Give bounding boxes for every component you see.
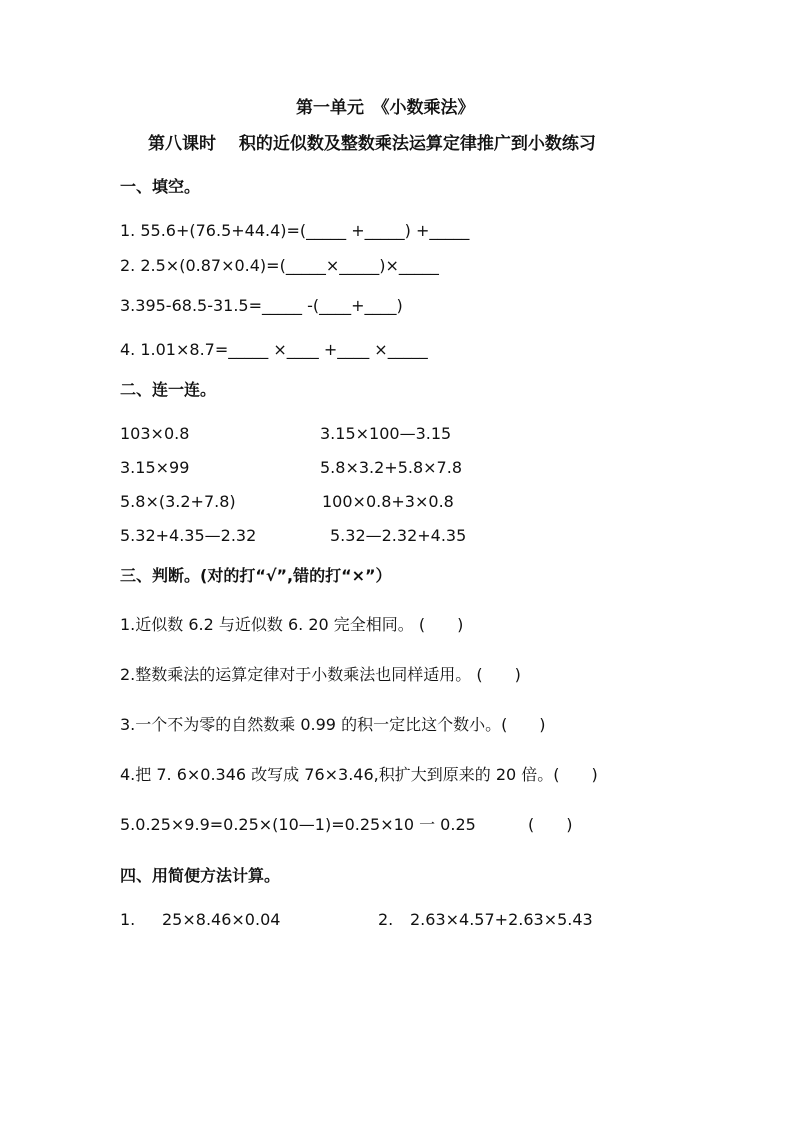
problem-2-expression: 2.63×4.57+2.63×5.43 xyxy=(410,910,593,929)
judge-item-2: 2.整数乘法的运算定律对于小数乘法也同样适用。 ( ) xyxy=(120,665,521,684)
problem-1-number: 1. xyxy=(120,910,136,929)
lesson-title: 第八课时 积的近似数及整数乘法运算定律推广到小数练习 xyxy=(148,134,596,154)
match-right-4: 5.32—2.32+4.35 xyxy=(330,526,467,545)
match-right-3: 100×0.8+3×0.8 xyxy=(322,492,454,511)
judge-item-5-bracket: ( ) xyxy=(528,815,573,834)
fill-blank-item-4: 4. 1.01×8.7=_____ ×____ +____ ×_____ xyxy=(120,340,428,359)
match-right-1: 3.15×100—3.15 xyxy=(320,424,452,443)
problem-1-expression: 25×8.46×0.04 xyxy=(162,910,281,929)
match-left-4: 5.32+4.35—2.32 xyxy=(120,526,257,545)
match-left-3: 5.8×(3.2+7.8) xyxy=(120,492,236,511)
section-heading-calculate: 四、用简便方法计算。 xyxy=(120,866,281,885)
judge-item-1: 1.近似数 6.2 与近似数 6. 20 完全相同。 ( ) xyxy=(120,615,464,634)
fill-blank-item-3: 3.395-68.5-31.5=_____ -(____+____) xyxy=(120,296,403,315)
judge-item-5: 5.0.25×9.9=0.25×(10—1)=0.25×10 一 0.25 xyxy=(120,815,476,834)
section-heading-fill-blank: 一、填空。 xyxy=(120,177,201,196)
judge-item-3: 3.一个不为零的自然数乘 0.99 的积一定比这个数小。( ) xyxy=(120,715,546,734)
judge-item-4: 4.把 7. 6×0.346 改写成 76×3.46,积扩大到原来的 20 倍。( ) xyxy=(120,765,598,784)
match-left-1: 103×0.8 xyxy=(120,424,190,443)
section-heading-matching: 二、连一连。 xyxy=(120,380,217,399)
match-right-2: 5.8×3.2+5.8×7.8 xyxy=(320,458,462,477)
match-left-2: 3.15×99 xyxy=(120,458,190,477)
fill-blank-item-2: 2. 2.5×(0.87×0.4)=(_____×_____)×_____ xyxy=(120,256,439,275)
problem-2-number: 2. xyxy=(378,910,394,929)
section-heading-judge: 三、判断。(对的打“√”,错的打“×”） xyxy=(120,566,392,585)
fill-blank-item-1: 1. 55.6+(76.5+44.4)=(_____ +_____) +_____ xyxy=(120,221,470,240)
unit-title: 第一单元 《小数乘法》 xyxy=(296,98,475,118)
